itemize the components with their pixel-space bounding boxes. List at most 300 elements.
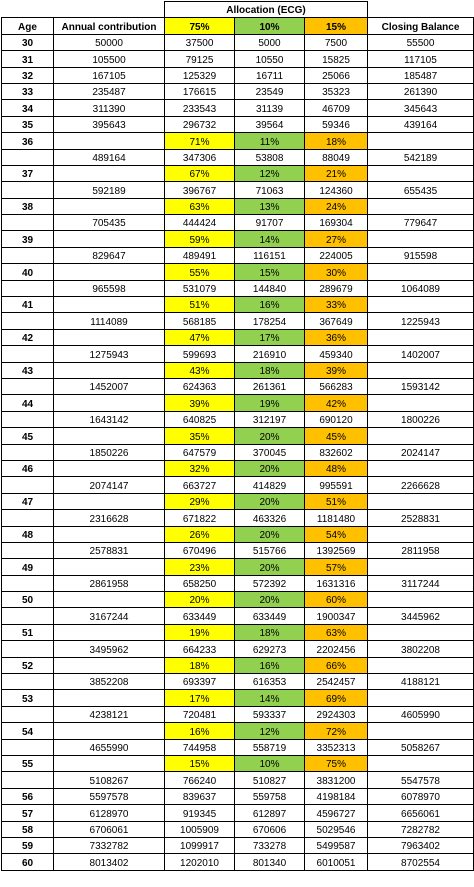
- allocation-3-amount-cell: 35323: [305, 83, 368, 99]
- age-cell: 54: [2, 723, 54, 739]
- allocation-3-amount-cell: 4596727: [305, 805, 368, 821]
- allocation-3-percent-cell: 39%: [305, 362, 368, 378]
- age-cell: [2, 247, 54, 263]
- allocation-1-percent-cell: 29%: [165, 493, 235, 509]
- closing-balance-cell: 2528831: [368, 510, 474, 526]
- closing-balance-cell: 117105: [368, 51, 474, 67]
- age-cell: [2, 149, 54, 165]
- allocation-1-percent-cell: 47%: [165, 329, 235, 345]
- percentage-row: [2, 723, 474, 739]
- percentage-row: [2, 460, 474, 476]
- closing-balance-cell: [368, 493, 474, 509]
- annual-contribution-cell: [54, 559, 165, 575]
- age-cell: 55: [2, 755, 54, 771]
- allocation-3-amount-cell: 88049: [305, 149, 368, 165]
- allocation-1-percent-cell: 17%: [165, 690, 235, 706]
- allocation-10-column-header: 10%: [235, 18, 305, 34]
- allocation-2-amount-cell: 116151: [235, 247, 305, 263]
- allocation-2-percent-cell: 13%: [235, 198, 305, 214]
- allocation-3-amount-cell: 2924303: [305, 706, 368, 722]
- allocation-3-percent-cell: 24%: [305, 198, 368, 214]
- closing-balance-cell: [368, 395, 474, 411]
- annual-contribution-cell: 1275943: [54, 346, 165, 362]
- allocation-2-percent-cell: 19%: [235, 395, 305, 411]
- percentage-row: [2, 755, 474, 771]
- allocation-2-percent-cell: 17%: [235, 329, 305, 345]
- closing-balance-cell: [368, 460, 474, 476]
- allocation-1-amount-cell: 1005909: [165, 821, 235, 837]
- allocation-3-percent-cell: 36%: [305, 329, 368, 345]
- percentage-row: [2, 133, 474, 149]
- table-row: [2, 215, 474, 231]
- closing-balance-cell: 1064089: [368, 280, 474, 296]
- annual-contribution-cell: 7332782: [54, 837, 165, 853]
- allocation-1-amount-cell: 347306: [165, 149, 235, 165]
- allocation-2-percent-cell: 16%: [235, 657, 305, 673]
- table-row: [2, 641, 474, 657]
- allocation-2-percent-cell: 14%: [235, 690, 305, 706]
- allocation-2-amount-cell: 801340: [235, 854, 305, 870]
- annual-contribution-cell: 705435: [54, 215, 165, 231]
- annual-contribution-cell: 1114089: [54, 313, 165, 329]
- allocation-15-column-header: 15%: [305, 18, 368, 34]
- allocation-3-amount-cell: 832602: [305, 444, 368, 460]
- age-cell: 37: [2, 165, 54, 181]
- table-row: [2, 280, 474, 296]
- age-cell: [2, 772, 54, 788]
- age-cell: [2, 477, 54, 493]
- allocation-1-percent-cell: 63%: [165, 198, 235, 214]
- allocation-1-amount-cell: 1202010: [165, 854, 235, 870]
- closing-balance-cell: 345643: [368, 100, 474, 116]
- annual-contribution-cell: 3167244: [54, 608, 165, 624]
- annual-contribution-cell: [54, 329, 165, 345]
- allocation-header-row: [2, 2, 474, 18]
- closing-balance-cell: 4188121: [368, 674, 474, 690]
- annual-contribution-cell: 50000: [54, 34, 165, 50]
- allocation-2-amount-cell: 510827: [235, 772, 305, 788]
- allocation-3-amount-cell: 3352313: [305, 739, 368, 755]
- table-row: [2, 837, 474, 853]
- allocation-3-amount-cell: 690120: [305, 411, 368, 427]
- table-row: [2, 477, 474, 493]
- annual-contribution-cell: 1643142: [54, 411, 165, 427]
- age-cell: [2, 739, 54, 755]
- allocation-3-percent-cell: 48%: [305, 460, 368, 476]
- age-cell: 47: [2, 493, 54, 509]
- closing-balance-cell: [368, 526, 474, 542]
- allocation-1-amount-cell: 658250: [165, 575, 235, 591]
- allocation-2-percent-cell: 14%: [235, 231, 305, 247]
- annual-contribution-cell: [54, 755, 165, 771]
- allocation-1-amount-cell: 531079: [165, 280, 235, 296]
- allocation-1-amount-cell: 664233: [165, 641, 235, 657]
- age-cell: 34: [2, 100, 54, 116]
- age-cell: [2, 346, 54, 362]
- age-cell: 35: [2, 116, 54, 132]
- allocation-3-amount-cell: 995591: [305, 477, 368, 493]
- allocation-3-amount-cell: 7500: [305, 34, 368, 50]
- allocation-1-percent-cell: 15%: [165, 755, 235, 771]
- age-cell: [2, 444, 54, 460]
- annual-contribution-cell: 395643: [54, 116, 165, 132]
- age-cell: 56: [2, 788, 54, 804]
- closing-balance-cell: 5058267: [368, 739, 474, 755]
- allocation-3-amount-cell: 224005: [305, 247, 368, 263]
- allocation-3-percent-cell: 66%: [305, 657, 368, 673]
- age-cell: 60: [2, 854, 54, 870]
- allocation-3-percent-cell: 27%: [305, 231, 368, 247]
- percentage-row: [2, 231, 474, 247]
- allocation-2-amount-cell: 16711: [235, 67, 305, 83]
- percentage-row: [2, 329, 474, 345]
- allocation-1-amount-cell: 444424: [165, 215, 235, 231]
- closing-balance-cell: 3802208: [368, 641, 474, 657]
- allocation-1-amount-cell: 233543: [165, 100, 235, 116]
- allocation-2-amount-cell: 39564: [235, 116, 305, 132]
- allocation-2-amount-cell: 370045: [235, 444, 305, 460]
- allocation-2-percent-cell: 15%: [235, 264, 305, 280]
- allocation-3-amount-cell: 15825: [305, 51, 368, 67]
- age-cell: 53: [2, 690, 54, 706]
- allocation-2-amount-cell: 629273: [235, 641, 305, 657]
- closing-balance-cell: 55500: [368, 34, 474, 50]
- closing-balance-cell: [368, 198, 474, 214]
- allocation-1-amount-cell: 624363: [165, 378, 235, 394]
- age-cell: 36: [2, 133, 54, 149]
- allocation-1-amount-cell: 79125: [165, 51, 235, 67]
- allocation-3-percent-cell: 69%: [305, 690, 368, 706]
- allocation-3-amount-cell: 5029546: [305, 821, 368, 837]
- annual-contribution-cell: 8013402: [54, 854, 165, 870]
- allocation-1-percent-cell: 16%: [165, 723, 235, 739]
- percentage-row: [2, 297, 474, 313]
- allocation-1-percent-cell: 26%: [165, 526, 235, 542]
- corner-blank-cell: [54, 2, 165, 18]
- annual-contribution-cell: [54, 428, 165, 444]
- table-row: [2, 378, 474, 394]
- allocation-2-amount-cell: 612897: [235, 805, 305, 821]
- allocation-1-percent-cell: 23%: [165, 559, 235, 575]
- annual-contribution-cell: 489164: [54, 149, 165, 165]
- allocation-1-percent-cell: 32%: [165, 460, 235, 476]
- closing-balance-cell: 655435: [368, 182, 474, 198]
- age-cell: 41: [2, 297, 54, 313]
- age-cell: 33: [2, 83, 54, 99]
- allocation-3-amount-cell: 4198184: [305, 788, 368, 804]
- annual-contribution-cell: [54, 297, 165, 313]
- closing-balance-cell: 3445962: [368, 608, 474, 624]
- allocation-2-percent-cell: 18%: [235, 362, 305, 378]
- allocation-3-percent-cell: 30%: [305, 264, 368, 280]
- allocation-3-amount-cell: 2202456: [305, 641, 368, 657]
- allocation-3-amount-cell: 6010051: [305, 854, 368, 870]
- age-cell: 43: [2, 362, 54, 378]
- allocation-2-amount-cell: 53808: [235, 149, 305, 165]
- allocation-3-percent-cell: 33%: [305, 297, 368, 313]
- allocation-2-percent-cell: 20%: [235, 592, 305, 608]
- age-cell: 30: [2, 34, 54, 50]
- allocation-1-amount-cell: 599693: [165, 346, 235, 362]
- annual-contribution-cell: 6128970: [54, 805, 165, 821]
- annual-contribution-cell: [54, 592, 165, 608]
- closing-balance-cell: [368, 592, 474, 608]
- age-cell: 32: [2, 67, 54, 83]
- allocation-3-percent-cell: 63%: [305, 624, 368, 640]
- allocation-1-percent-cell: 19%: [165, 624, 235, 640]
- allocation-2-percent-cell: 20%: [235, 559, 305, 575]
- percentage-row: [2, 264, 474, 280]
- table-row: [2, 608, 474, 624]
- allocation-2-percent-cell: 10%: [235, 755, 305, 771]
- table-row: [2, 51, 474, 67]
- percentage-row: [2, 657, 474, 673]
- allocation-3-percent-cell: 60%: [305, 592, 368, 608]
- table-row: [2, 805, 474, 821]
- allocation-2-amount-cell: 144840: [235, 280, 305, 296]
- annual-contribution-cell: 2861958: [54, 575, 165, 591]
- annual-contribution-cell: 4655990: [54, 739, 165, 755]
- allocation-3-percent-cell: 21%: [305, 165, 368, 181]
- closing-balance-cell: 5547578: [368, 772, 474, 788]
- allocation-75-column-header: 75%: [165, 18, 235, 34]
- age-cell: 51: [2, 624, 54, 640]
- table-row: [2, 575, 474, 591]
- closing-balance-cell: 2811958: [368, 542, 474, 558]
- allocation-1-amount-cell: 766240: [165, 772, 235, 788]
- allocation-1-amount-cell: 720481: [165, 706, 235, 722]
- annual-contribution-cell: 5597578: [54, 788, 165, 804]
- age-cell: 59: [2, 837, 54, 853]
- percentage-row: [2, 362, 474, 378]
- table-row: [2, 100, 474, 116]
- percentage-row: [2, 493, 474, 509]
- percentage-row: [2, 526, 474, 542]
- allocation-table: [1, 1, 474, 871]
- annual-contribution-cell: [54, 362, 165, 378]
- closing-balance-cell: [368, 559, 474, 575]
- age-cell: [2, 608, 54, 624]
- percentage-row: [2, 559, 474, 575]
- closing-balance-cell: 1225943: [368, 313, 474, 329]
- allocation-group-header: Allocation (ECG): [165, 2, 368, 18]
- table-row: [2, 182, 474, 198]
- age-cell: 46: [2, 460, 54, 476]
- closing-balance-cell: [368, 165, 474, 181]
- allocation-3-percent-cell: 18%: [305, 133, 368, 149]
- annual-contribution-cell: 3852208: [54, 674, 165, 690]
- annual-contribution-cell: 1850226: [54, 444, 165, 460]
- allocation-1-amount-cell: 919345: [165, 805, 235, 821]
- table-row: [2, 149, 474, 165]
- allocation-1-amount-cell: 37500: [165, 34, 235, 50]
- closing-balance-cell: 779647: [368, 215, 474, 231]
- closing-balance-cell: [368, 362, 474, 378]
- allocation-1-amount-cell: 640825: [165, 411, 235, 427]
- allocation-1-percent-cell: 59%: [165, 231, 235, 247]
- annual-contribution-cell: [54, 624, 165, 640]
- allocation-2-amount-cell: 670606: [235, 821, 305, 837]
- allocation-2-percent-cell: 12%: [235, 723, 305, 739]
- table-row: [2, 411, 474, 427]
- annual-contribution-cell: [54, 133, 165, 149]
- allocation-1-percent-cell: 20%: [165, 592, 235, 608]
- closing-balance-cell: 7963402: [368, 837, 474, 853]
- allocation-1-amount-cell: 744958: [165, 739, 235, 755]
- closing-balance-cell: 2266628: [368, 477, 474, 493]
- allocation-2-amount-cell: 71063: [235, 182, 305, 198]
- allocation-2-amount-cell: 558719: [235, 739, 305, 755]
- allocation-1-amount-cell: 176615: [165, 83, 235, 99]
- closing-balance-cell: [368, 428, 474, 444]
- allocation-3-percent-cell: 51%: [305, 493, 368, 509]
- allocation-2-amount-cell: 261361: [235, 378, 305, 394]
- table-row: [2, 542, 474, 558]
- closing-balance-cell: 915598: [368, 247, 474, 263]
- allocation-2-percent-cell: 12%: [235, 165, 305, 181]
- allocation-1-amount-cell: 647579: [165, 444, 235, 460]
- age-column-header: Age: [2, 18, 54, 34]
- age-cell: 57: [2, 805, 54, 821]
- allocation-3-amount-cell: 5499587: [305, 837, 368, 853]
- annual-contribution-cell: 4238121: [54, 706, 165, 722]
- closing-balance-cell: 7282782: [368, 821, 474, 837]
- table-row: [2, 116, 474, 132]
- allocation-1-percent-cell: 71%: [165, 133, 235, 149]
- age-cell: [2, 542, 54, 558]
- annual-contribution-cell: 592189: [54, 182, 165, 198]
- annual-contribution-cell: [54, 231, 165, 247]
- closing-balance-cell: [368, 723, 474, 739]
- annual-contribution-cell: 2578831: [54, 542, 165, 558]
- percentage-row: [2, 395, 474, 411]
- table-row: [2, 739, 474, 755]
- closing-balance-cell: [368, 297, 474, 313]
- allocation-3-amount-cell: 367649: [305, 313, 368, 329]
- closing-balance-cell: [368, 329, 474, 345]
- percentage-row: [2, 428, 474, 444]
- allocation-1-amount-cell: 1099917: [165, 837, 235, 853]
- table-row: [2, 34, 474, 50]
- allocation-2-amount-cell: 733278: [235, 837, 305, 853]
- closing-balance-cell: [368, 264, 474, 280]
- table-row: [2, 67, 474, 83]
- annual-contribution-cell: 105500: [54, 51, 165, 67]
- closing-balance-column-header: Closing Balance: [368, 18, 474, 34]
- age-cell: [2, 378, 54, 394]
- age-cell: 45: [2, 428, 54, 444]
- allocation-2-amount-cell: 91707: [235, 215, 305, 231]
- annual-contribution-cell: [54, 690, 165, 706]
- allocation-2-amount-cell: 178254: [235, 313, 305, 329]
- table-row: [2, 346, 474, 362]
- allocation-3-percent-cell: 75%: [305, 755, 368, 771]
- table-row: [2, 821, 474, 837]
- age-cell: 48: [2, 526, 54, 542]
- allocation-3-amount-cell: 169304: [305, 215, 368, 231]
- closing-balance-cell: 1402007: [368, 346, 474, 362]
- percentage-row: [2, 624, 474, 640]
- allocation-2-amount-cell: 593337: [235, 706, 305, 722]
- age-cell: 44: [2, 395, 54, 411]
- allocation-1-percent-cell: 39%: [165, 395, 235, 411]
- table-row: [2, 772, 474, 788]
- allocation-2-percent-cell: 16%: [235, 297, 305, 313]
- allocation-1-amount-cell: 670496: [165, 542, 235, 558]
- annual-contribution-cell: [54, 657, 165, 673]
- closing-balance-cell: [368, 624, 474, 640]
- annual-contribution-cell: [54, 723, 165, 739]
- closing-balance-cell: [368, 231, 474, 247]
- age-cell: 42: [2, 329, 54, 345]
- closing-balance-cell: 2024147: [368, 444, 474, 460]
- allocation-3-percent-cell: 72%: [305, 723, 368, 739]
- allocation-3-amount-cell: 1181480: [305, 510, 368, 526]
- closing-balance-cell: 4605990: [368, 706, 474, 722]
- closing-balance-cell: [368, 657, 474, 673]
- annual-contribution-cell: 6706061: [54, 821, 165, 837]
- table-row: [2, 247, 474, 263]
- allocation-3-amount-cell: 1392569: [305, 542, 368, 558]
- allocation-3-percent-cell: 57%: [305, 559, 368, 575]
- allocation-2-amount-cell: 633449: [235, 608, 305, 624]
- allocation-2-amount-cell: 616353: [235, 674, 305, 690]
- annual-contribution-cell: 167105: [54, 67, 165, 83]
- allocation-1-amount-cell: 839637: [165, 788, 235, 804]
- corner-blank-cell: [2, 2, 54, 18]
- table-row: [2, 788, 474, 804]
- allocation-1-amount-cell: 396767: [165, 182, 235, 198]
- percentage-row: [2, 690, 474, 706]
- allocation-3-amount-cell: 2542457: [305, 674, 368, 690]
- allocation-2-percent-cell: 18%: [235, 624, 305, 640]
- closing-balance-cell: 261390: [368, 83, 474, 99]
- allocation-1-percent-cell: 43%: [165, 362, 235, 378]
- allocation-2-percent-cell: 20%: [235, 460, 305, 476]
- age-cell: [2, 411, 54, 427]
- allocation-2-amount-cell: 31139: [235, 100, 305, 116]
- allocation-2-amount-cell: 10550: [235, 51, 305, 67]
- closing-balance-cell: 6078970: [368, 788, 474, 804]
- annual-contribution-cell: [54, 165, 165, 181]
- allocation-2-percent-cell: 20%: [235, 428, 305, 444]
- column-header-row: [2, 18, 474, 34]
- table-row: [2, 444, 474, 460]
- allocation-2-amount-cell: 5000: [235, 34, 305, 50]
- annual-contribution-cell: [54, 198, 165, 214]
- annual-contribution-cell: [54, 526, 165, 542]
- allocation-3-amount-cell: 124360: [305, 182, 368, 198]
- age-cell: 50: [2, 592, 54, 608]
- age-cell: [2, 641, 54, 657]
- age-cell: 38: [2, 198, 54, 214]
- percentage-row: [2, 198, 474, 214]
- allocation-2-amount-cell: 216910: [235, 346, 305, 362]
- annual-contribution-cell: 5108267: [54, 772, 165, 788]
- allocation-3-amount-cell: 1900347: [305, 608, 368, 624]
- closing-balance-cell: 1800226: [368, 411, 474, 427]
- annual-contribution-cell: 3495962: [54, 641, 165, 657]
- annual-contribution-cell: 311390: [54, 100, 165, 116]
- allocation-3-amount-cell: 289679: [305, 280, 368, 296]
- allocation-2-amount-cell: 559758: [235, 788, 305, 804]
- closing-balance-cell: 6656061: [368, 805, 474, 821]
- closing-balance-cell: 185487: [368, 67, 474, 83]
- allocation-1-amount-cell: 671822: [165, 510, 235, 526]
- allocation-2-percent-cell: 20%: [235, 526, 305, 542]
- percentage-row: [2, 165, 474, 181]
- age-cell: [2, 182, 54, 198]
